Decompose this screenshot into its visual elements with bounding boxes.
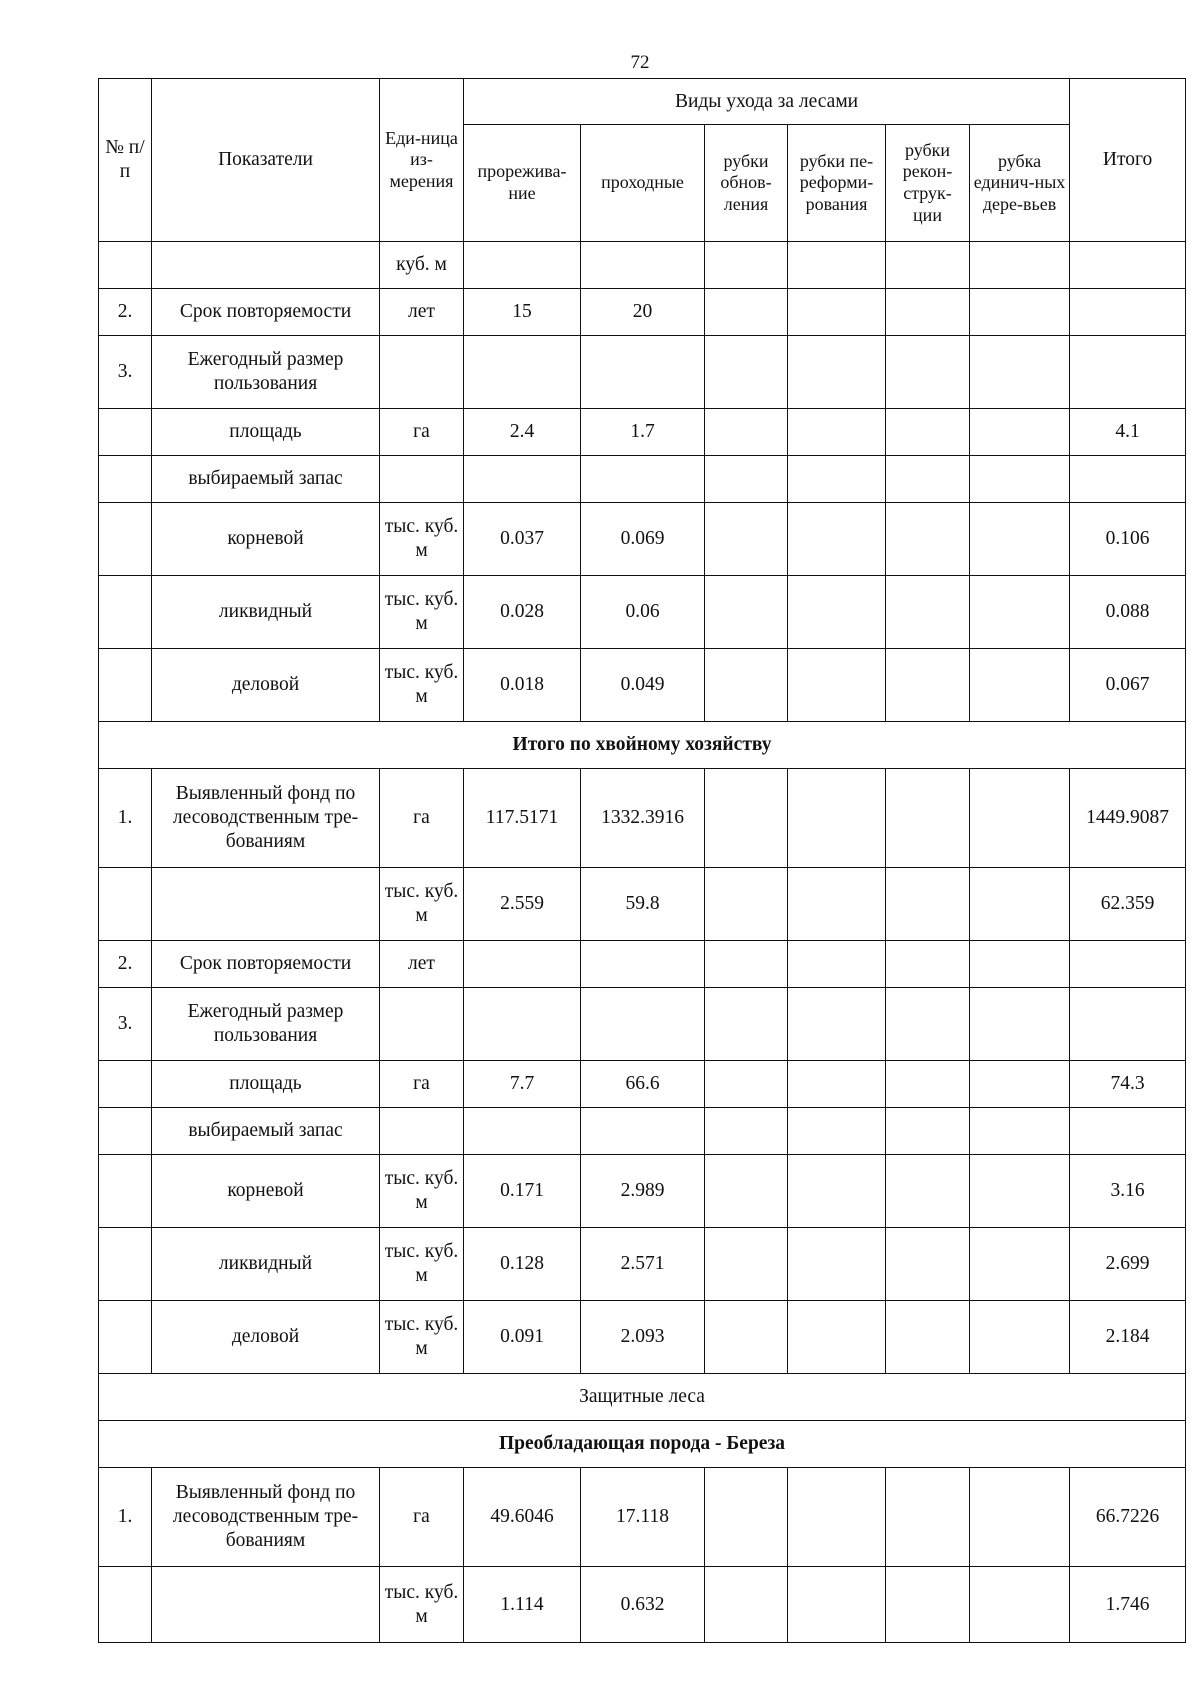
row-value	[970, 336, 1070, 409]
col-header-num: № п/п	[99, 79, 152, 242]
row-value	[705, 868, 788, 941]
row-value: 59.8	[581, 868, 705, 941]
row-value: 15	[464, 289, 581, 336]
row-total: 0.106	[1070, 503, 1186, 576]
row-unit: тыс. куб. м	[380, 1301, 464, 1374]
row-num	[99, 1301, 152, 1374]
row-value	[581, 242, 705, 289]
row-value	[705, 576, 788, 649]
row-value	[886, 1155, 970, 1228]
row-value	[705, 1567, 788, 1643]
row-value	[705, 1061, 788, 1108]
row-total	[1070, 1108, 1186, 1155]
row-unit: га	[380, 1061, 464, 1108]
row-unit: га	[380, 769, 464, 868]
row-label: корневой	[152, 503, 380, 576]
row-value	[581, 941, 705, 988]
row-label: выбираемый запас	[152, 1108, 380, 1155]
col-header-reformation: рубки пе-реформи-рования	[788, 125, 886, 242]
section-row	[99, 722, 1186, 769]
row-value	[788, 336, 886, 409]
row-value	[705, 1108, 788, 1155]
row-value: 66.6	[581, 1061, 705, 1108]
row-unit: тыс. куб. м	[380, 868, 464, 941]
row-total: 1449.9087	[1070, 769, 1186, 868]
row-value: 0.018	[464, 649, 581, 722]
table-row	[99, 1061, 1186, 1108]
table-row	[99, 1155, 1186, 1228]
col-header-care-types: Виды ухода за лесами	[464, 79, 1070, 125]
row-num	[99, 649, 152, 722]
row-unit	[380, 336, 464, 409]
row-total	[1070, 456, 1186, 503]
col-header-thinning: прорежива-ние	[464, 125, 581, 242]
row-num	[99, 242, 152, 289]
row-value	[788, 456, 886, 503]
table-row	[99, 649, 1186, 722]
row-value	[705, 1301, 788, 1374]
section-row	[99, 1421, 1186, 1468]
row-value	[970, 456, 1070, 503]
row-value	[464, 1108, 581, 1155]
row-total: 74.3	[1070, 1061, 1186, 1108]
row-value	[886, 649, 970, 722]
row-value	[970, 988, 1070, 1061]
row-value: 20	[581, 289, 705, 336]
row-value	[886, 242, 970, 289]
row-value: 2.989	[581, 1155, 705, 1228]
row-value: 0.06	[581, 576, 705, 649]
row-label: Ежегодный размер пользования	[152, 336, 380, 409]
row-num	[99, 868, 152, 941]
row-value: 2.559	[464, 868, 581, 941]
col-header-single-trees: рубка единич-ных дере-вьев	[970, 125, 1070, 242]
row-num	[99, 1155, 152, 1228]
row-value	[970, 289, 1070, 336]
row-label: ликвидный	[152, 1228, 380, 1301]
row-unit: куб. м	[380, 242, 464, 289]
col-header-unit: Еди-ница из-мерения	[380, 79, 464, 242]
row-value: 1.114	[464, 1567, 581, 1643]
row-value	[788, 1567, 886, 1643]
row-total: 66.7226	[1070, 1468, 1186, 1567]
table-row	[99, 289, 1186, 336]
row-value	[970, 1301, 1070, 1374]
row-value: 0.028	[464, 576, 581, 649]
row-num	[99, 1567, 152, 1643]
row-label: деловой	[152, 1301, 380, 1374]
table-row	[99, 456, 1186, 503]
row-value	[581, 1108, 705, 1155]
section-title-protective-forests: Защитные леса	[99, 1374, 1186, 1421]
row-num	[99, 1061, 152, 1108]
row-num	[99, 576, 152, 649]
row-unit: га	[380, 409, 464, 456]
table-row	[99, 409, 1186, 456]
row-value	[581, 988, 705, 1061]
col-header-renewal: рубки обнов-ления	[705, 125, 788, 242]
row-total	[1070, 941, 1186, 988]
row-value	[705, 649, 788, 722]
row-value	[886, 1468, 970, 1567]
row-num	[99, 456, 152, 503]
row-label: ликвидный	[152, 576, 380, 649]
row-unit	[380, 456, 464, 503]
row-total: 0.067	[1070, 649, 1186, 722]
row-value: 0.037	[464, 503, 581, 576]
row-value: 1332.3916	[581, 769, 705, 868]
row-label: деловой	[152, 649, 380, 722]
row-total: 62.359	[1070, 868, 1186, 941]
row-value	[886, 456, 970, 503]
table-row	[99, 769, 1186, 868]
row-num: 2.	[99, 941, 152, 988]
row-value	[788, 1228, 886, 1301]
row-label	[152, 242, 380, 289]
row-value	[788, 649, 886, 722]
row-value	[581, 456, 705, 503]
row-value: 117.5171	[464, 769, 581, 868]
row-value	[788, 503, 886, 576]
row-unit: тыс. куб. м	[380, 503, 464, 576]
row-value	[581, 336, 705, 409]
row-total: 4.1	[1070, 409, 1186, 456]
table-row	[99, 941, 1186, 988]
row-num: 1.	[99, 769, 152, 868]
col-header-reconstruction: рубки рекон-струк-ции	[886, 125, 970, 242]
row-value	[970, 242, 1070, 289]
row-unit: тыс. куб. м	[380, 1155, 464, 1228]
row-label: Выявленный фонд по лесоводственным тре-бованиям	[152, 769, 380, 868]
row-value	[886, 503, 970, 576]
row-value	[970, 868, 1070, 941]
table-row	[99, 576, 1186, 649]
table-row	[99, 336, 1186, 409]
row-unit: тыс. куб. м	[380, 1228, 464, 1301]
row-value: 17.118	[581, 1468, 705, 1567]
row-total: 2.184	[1070, 1301, 1186, 1374]
row-value	[464, 336, 581, 409]
row-value	[464, 941, 581, 988]
row-value	[705, 289, 788, 336]
row-unit	[380, 988, 464, 1061]
row-value	[970, 1468, 1070, 1567]
row-value	[970, 1155, 1070, 1228]
row-value	[705, 769, 788, 868]
row-value	[886, 409, 970, 456]
row-total: 1.746	[1070, 1567, 1186, 1643]
section-title-conifer-total: Итого по хвойному хозяйству	[99, 722, 1186, 769]
forest-care-table	[98, 78, 1186, 1643]
row-value	[705, 242, 788, 289]
row-value	[886, 988, 970, 1061]
row-value	[464, 988, 581, 1061]
row-value: 49.6046	[464, 1468, 581, 1567]
table-row	[99, 988, 1186, 1061]
row-value	[886, 576, 970, 649]
row-value	[886, 1228, 970, 1301]
row-value	[705, 941, 788, 988]
row-label: Срок повторяемости	[152, 289, 380, 336]
row-value	[886, 868, 970, 941]
row-value	[788, 289, 886, 336]
row-value	[970, 1228, 1070, 1301]
row-value	[886, 941, 970, 988]
row-total	[1070, 336, 1186, 409]
row-unit: тыс. куб. м	[380, 576, 464, 649]
row-value	[886, 336, 970, 409]
row-value	[970, 1108, 1070, 1155]
row-value	[788, 1108, 886, 1155]
row-num: 3.	[99, 988, 152, 1061]
row-unit: лет	[380, 289, 464, 336]
row-value	[970, 769, 1070, 868]
row-total: 0.088	[1070, 576, 1186, 649]
table-row	[99, 1301, 1186, 1374]
table-row	[99, 503, 1186, 576]
row-value	[705, 1468, 788, 1567]
row-value	[886, 289, 970, 336]
col-header-total: Итого	[1070, 79, 1186, 242]
table-row	[99, 1468, 1186, 1567]
row-value	[788, 409, 886, 456]
row-value: 7.7	[464, 1061, 581, 1108]
row-value	[788, 769, 886, 868]
row-value	[970, 576, 1070, 649]
row-value	[970, 941, 1070, 988]
row-value: 0.171	[464, 1155, 581, 1228]
row-value	[705, 503, 788, 576]
row-num	[99, 1228, 152, 1301]
row-label: площадь	[152, 1061, 380, 1108]
row-value: 0.049	[581, 649, 705, 722]
row-label	[152, 868, 380, 941]
row-value	[886, 1301, 970, 1374]
row-unit: тыс. куб. м	[380, 1567, 464, 1643]
row-total	[1070, 289, 1186, 336]
row-label: Ежегодный размер пользования	[152, 988, 380, 1061]
row-num	[99, 1108, 152, 1155]
col-header-indicator: Показатели	[152, 79, 380, 242]
page-number: 72	[630, 52, 650, 73]
col-header-passage: проходные	[581, 125, 705, 242]
row-value	[705, 988, 788, 1061]
row-label	[152, 1567, 380, 1643]
row-value: 0.091	[464, 1301, 581, 1374]
table-row	[99, 868, 1186, 941]
section-row	[99, 1374, 1186, 1421]
row-unit: тыс. куб. м	[380, 649, 464, 722]
row-value	[464, 456, 581, 503]
row-total	[1070, 242, 1186, 289]
row-value	[705, 456, 788, 503]
row-value	[788, 1468, 886, 1567]
row-value: 2.093	[581, 1301, 705, 1374]
table-row	[99, 242, 1186, 289]
section-title-birch: Преобладающая порода - Береза	[99, 1421, 1186, 1468]
table-row	[99, 1567, 1186, 1643]
row-value: 1.7	[581, 409, 705, 456]
row-label: Срок повторяемости	[152, 941, 380, 988]
row-label: площадь	[152, 409, 380, 456]
row-value	[788, 988, 886, 1061]
row-unit: га	[380, 1468, 464, 1567]
row-value: 2.571	[581, 1228, 705, 1301]
row-label: Выявленный фонд по лесоводственным тре-бованиям	[152, 1468, 380, 1567]
row-unit: лет	[380, 941, 464, 988]
row-value: 0.069	[581, 503, 705, 576]
row-value	[705, 1155, 788, 1228]
row-total: 3.16	[1070, 1155, 1186, 1228]
row-label: выбираемый запас	[152, 456, 380, 503]
row-value	[788, 1155, 886, 1228]
row-value	[788, 1301, 886, 1374]
row-value	[970, 649, 1070, 722]
row-value	[886, 769, 970, 868]
row-value: 2.4	[464, 409, 581, 456]
row-num: 2.	[99, 289, 152, 336]
row-value	[788, 576, 886, 649]
row-value: 0.128	[464, 1228, 581, 1301]
row-total	[1070, 988, 1186, 1061]
row-value	[970, 1061, 1070, 1108]
row-value: 0.632	[581, 1567, 705, 1643]
row-value	[886, 1061, 970, 1108]
row-value	[788, 868, 886, 941]
row-value	[970, 409, 1070, 456]
row-value	[705, 409, 788, 456]
row-total: 2.699	[1070, 1228, 1186, 1301]
table-row	[99, 1108, 1186, 1155]
row-num: 1.	[99, 1468, 152, 1567]
row-value	[788, 941, 886, 988]
row-value	[788, 1061, 886, 1108]
row-value	[705, 1228, 788, 1301]
row-value	[886, 1108, 970, 1155]
row-value	[788, 242, 886, 289]
row-value	[464, 242, 581, 289]
row-value	[970, 1567, 1070, 1643]
row-value	[886, 1567, 970, 1643]
row-num	[99, 503, 152, 576]
row-label: корневой	[152, 1155, 380, 1228]
row-value	[970, 503, 1070, 576]
row-value	[705, 336, 788, 409]
row-unit	[380, 1108, 464, 1155]
table-row	[99, 1228, 1186, 1301]
row-num: 3.	[99, 336, 152, 409]
row-num	[99, 409, 152, 456]
